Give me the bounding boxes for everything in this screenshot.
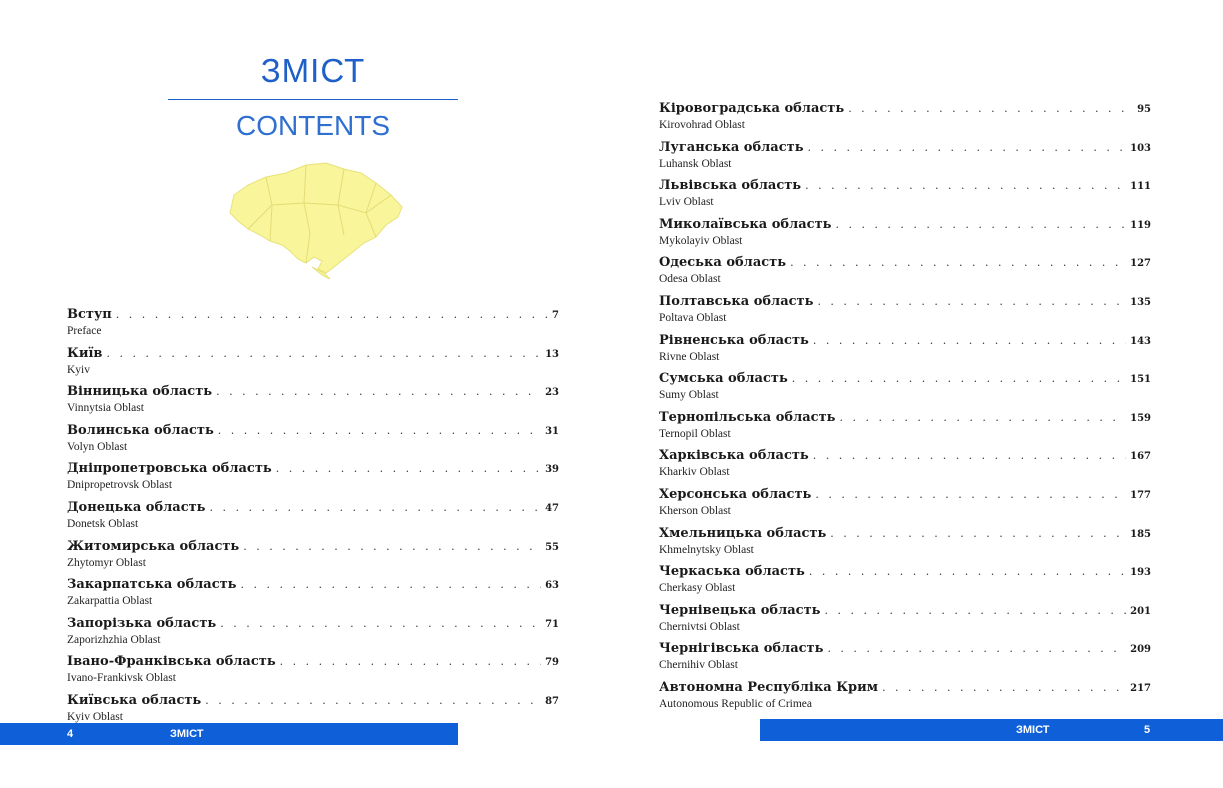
toc-entry[interactable] [659, 254, 1151, 293]
toc-entry-page-number: 23 [545, 387, 559, 399]
toc-entry[interactable] [659, 139, 1151, 178]
toc-entry-title: Херсонська область [659, 486, 812, 502]
toc-entry[interactable] [659, 177, 1151, 216]
toc-entry-title: Вінницька область [67, 384, 213, 400]
dot-leader [205, 692, 541, 710]
toc-entry-page-number: 87 [545, 695, 559, 707]
toc-entry-title: Миколаївська область [659, 216, 832, 232]
toc-entry[interactable] [67, 653, 559, 692]
toc-entry-subtitle: Chernihiv Oblast [659, 659, 738, 672]
toc-entry-page-number: 111 [1130, 181, 1151, 193]
toc-entry-line [67, 538, 559, 556]
toc-entry-page-number: 7 [552, 310, 559, 321]
dot-leader [882, 679, 1126, 697]
toc-entry[interactable] [67, 460, 559, 499]
toc-entry-subtitle: Zhytomyr Oblast [67, 556, 146, 569]
footer-section-label: ЗМІСТ [1016, 724, 1050, 736]
table-of-contents-right [659, 100, 1151, 718]
dot-leader [280, 653, 541, 671]
toc-entry-title: Київська область [67, 692, 202, 708]
toc-entry-title: Вступ [67, 307, 112, 322]
toc-entry[interactable] [659, 525, 1151, 564]
title-divider [168, 99, 458, 100]
page-title-english: CONTENTS [236, 110, 390, 141]
toc-entry-line [659, 177, 1151, 195]
toc-entry-title: Чернівецька область [659, 602, 821, 618]
page-number: 5 [1144, 724, 1151, 736]
dot-leader [815, 486, 1126, 504]
toc-entry-page-number: 143 [1130, 335, 1151, 347]
toc-entry-page-number: 151 [1130, 374, 1151, 386]
toc-entry-page-number: 47 [545, 502, 559, 514]
dot-leader [824, 602, 1126, 620]
toc-entry-line [659, 332, 1151, 350]
dot-leader [830, 525, 1126, 543]
toc-entry-subtitle: Rivne Oblast [659, 350, 720, 363]
toc-entry-page-number: 39 [545, 464, 559, 476]
toc-entry[interactable] [67, 306, 559, 345]
toc-entry-page-number: 209 [1130, 644, 1151, 656]
toc-entry-subtitle: Sumy Oblast [659, 389, 719, 402]
toc-entry[interactable] [67, 422, 559, 461]
toc-entry-subtitle: Luhansk Oblast [659, 157, 732, 170]
dot-leader [243, 538, 541, 556]
toc-entry-page-number: 95 [1137, 104, 1151, 115]
toc-entry[interactable] [659, 640, 1151, 679]
toc-entry-page-number: 135 [1130, 296, 1151, 308]
toc-entry-subtitle: Ivano-Frankivsk Oblast [67, 672, 176, 685]
ukraine-map-icon [226, 155, 406, 280]
toc-entry-line [67, 306, 559, 324]
toc-entry-subtitle: Zaporizhzhia Oblast [67, 633, 161, 646]
toc-entry-page-number: 79 [545, 657, 559, 669]
toc-entry-subtitle: Poltava Oblast [659, 311, 727, 324]
toc-entry-line [659, 139, 1151, 157]
toc-entry-title: Хмельницька область [659, 525, 827, 541]
toc-entry[interactable] [659, 409, 1151, 448]
toc-entry-title: Сумська область [659, 371, 788, 387]
toc-entry-line [67, 345, 559, 363]
toc-entry-page-number: 103 [1130, 142, 1151, 154]
toc-entry[interactable] [659, 293, 1151, 332]
dot-leader [116, 306, 548, 324]
toc-entry-line [659, 409, 1151, 427]
toc-entry[interactable] [659, 332, 1151, 371]
toc-entry-line [67, 576, 559, 594]
toc-entry-page-number: 127 [1130, 258, 1151, 270]
toc-entry-title: Чернігівська область [659, 641, 824, 657]
toc-entry[interactable] [659, 370, 1151, 409]
toc-entry-subtitle: Chernivtsi Oblast [659, 620, 740, 633]
toc-entry-title: Одеська область [659, 255, 787, 271]
toc-entry-line [659, 679, 1151, 697]
toc-entry-subtitle: Kharkiv Oblast [659, 466, 730, 479]
toc-entry-page-number: 55 [545, 541, 559, 553]
toc-entry-title: Тернопільська область [659, 409, 836, 425]
toc-entry-subtitle: Kirovohrad Oblast [659, 119, 745, 131]
toc-entry[interactable] [659, 100, 1151, 139]
toc-entry-line [67, 615, 559, 633]
dot-leader [106, 345, 541, 363]
toc-entry-line [67, 692, 559, 710]
toc-entry-title: Кіровоградська область [659, 101, 845, 116]
toc-entry-line [67, 422, 559, 440]
dot-leader [813, 447, 1126, 465]
toc-entry-title: Івано-Франківська область [67, 654, 276, 670]
toc-entry-subtitle: Autonomous Republic of Crimea [659, 697, 812, 710]
toc-entry-subtitle: Lviv Oblast [659, 196, 714, 209]
toc-entry-title: Львівська область [659, 178, 802, 194]
right-page [611, 0, 1223, 788]
toc-entry-subtitle: Odesa Oblast [659, 273, 721, 286]
toc-entry[interactable] [67, 383, 559, 422]
dot-leader [276, 460, 541, 478]
dot-leader [827, 640, 1126, 658]
toc-entry-subtitle: Preface [67, 325, 102, 337]
dot-leader [809, 563, 1126, 581]
toc-entry[interactable] [67, 345, 559, 384]
toc-entry-subtitle: Khmelnytsky Oblast [659, 543, 754, 556]
dot-leader [813, 332, 1126, 350]
toc-entry-page-number: 71 [545, 618, 559, 630]
toc-entry[interactable] [67, 576, 559, 615]
dot-leader [792, 370, 1126, 388]
toc-entry-title: Закарпатська область [67, 577, 237, 593]
toc-entry-title: Луганська область [659, 139, 804, 155]
dot-leader [216, 383, 541, 401]
toc-entry-line [67, 460, 559, 478]
dot-leader [817, 293, 1126, 311]
toc-entry-title: Запорізька область [67, 615, 217, 631]
dot-leader [835, 216, 1126, 234]
footer-section-label: ЗМІСТ [170, 728, 204, 740]
toc-entry-subtitle: Donetsk Oblast [67, 517, 139, 530]
toc-entry-page-number: 13 [545, 348, 559, 360]
toc-entry-page-number: 159 [1130, 412, 1151, 424]
toc-entry-line [659, 640, 1151, 658]
toc-entry[interactable] [659, 679, 1151, 718]
dot-leader [210, 499, 542, 517]
toc-entry-line [659, 486, 1151, 504]
toc-entry[interactable] [659, 563, 1151, 602]
toc-entry-title: Житомирська область [67, 538, 240, 554]
toc-entry[interactable] [67, 499, 559, 538]
toc-entry-line [659, 563, 1151, 581]
toc-entry-line [659, 602, 1151, 620]
dot-leader [241, 576, 542, 594]
dot-leader [220, 615, 541, 633]
toc-entry-title: Київ [67, 345, 103, 361]
toc-entry-line [659, 254, 1151, 272]
toc-entry[interactable] [67, 538, 559, 577]
left-page [0, 0, 611, 788]
toc-entry-subtitle: Ternopil Oblast [659, 427, 731, 440]
toc-entry-page-number: 201 [1130, 605, 1151, 617]
toc-entry-title: Дніпропетровська область [67, 461, 272, 477]
toc-entry-line [659, 447, 1151, 465]
toc-entry-line [67, 653, 559, 671]
table-of-contents-left [67, 306, 559, 731]
toc-entry-title: Харківська область [659, 448, 809, 464]
dot-leader [808, 139, 1127, 157]
toc-entry-subtitle: Kyiv Oblast [67, 710, 123, 723]
toc-entry-title: Рівненська область [659, 332, 809, 348]
toc-entry-line [659, 293, 1151, 311]
toc-entry-subtitle: Dnipropetrovsk Oblast [67, 479, 173, 492]
toc-entry-page-number: 167 [1130, 451, 1151, 463]
toc-entry-line [659, 525, 1151, 543]
toc-entry-page-number: 217 [1130, 682, 1151, 694]
footer-bar-right [760, 719, 1223, 741]
dot-leader [839, 409, 1126, 427]
toc-entry-page-number: 177 [1130, 489, 1151, 501]
dot-leader [790, 254, 1126, 272]
toc-entry-page-number: 185 [1130, 528, 1151, 540]
toc-entry-subtitle: Kherson Oblast [659, 504, 731, 517]
toc-entry-page-number: 31 [545, 425, 559, 437]
footer-bar-left [0, 723, 458, 745]
page-number: 4 [67, 728, 74, 740]
toc-entry-subtitle: Cherkasy Oblast [659, 582, 736, 595]
toc-entry-subtitle: Kyiv [67, 363, 90, 376]
toc-entry-subtitle: Mykolayiv Oblast [659, 234, 743, 247]
toc-entry[interactable] [659, 216, 1151, 255]
toc-entry[interactable] [659, 486, 1151, 525]
toc-entry-subtitle: Zakarpattia Oblast [67, 595, 153, 608]
toc-entry-title: Волинська область [67, 422, 214, 438]
toc-entry-page-number: 63 [545, 580, 559, 592]
toc-entry-subtitle: Volyn Oblast [67, 440, 128, 453]
toc-entry-title: Полтавська область [659, 293, 814, 309]
page-title-ukrainian: ЗМІСТ [260, 52, 366, 89]
dot-leader [848, 100, 1133, 118]
toc-entry[interactable] [659, 447, 1151, 486]
toc-entry-title: Автономна Республіка Крим [659, 679, 879, 695]
toc-entry-subtitle: Vinnytsia Oblast [67, 402, 144, 415]
toc-entry-page-number: 119 [1130, 219, 1151, 231]
toc-entry-line [67, 499, 559, 517]
toc-entry-line [659, 370, 1151, 388]
toc-entry-line [659, 216, 1151, 234]
toc-entry-title: Черкаська область [659, 564, 805, 580]
toc-entry-line [659, 100, 1151, 118]
toc-entry[interactable] [659, 602, 1151, 641]
dot-leader [805, 177, 1126, 195]
toc-entry-title: Донецька область [67, 499, 206, 515]
toc-entry-line [67, 383, 559, 401]
toc-entry[interactable] [67, 615, 559, 654]
toc-entry-page-number: 193 [1130, 567, 1151, 579]
dot-leader [218, 422, 541, 440]
